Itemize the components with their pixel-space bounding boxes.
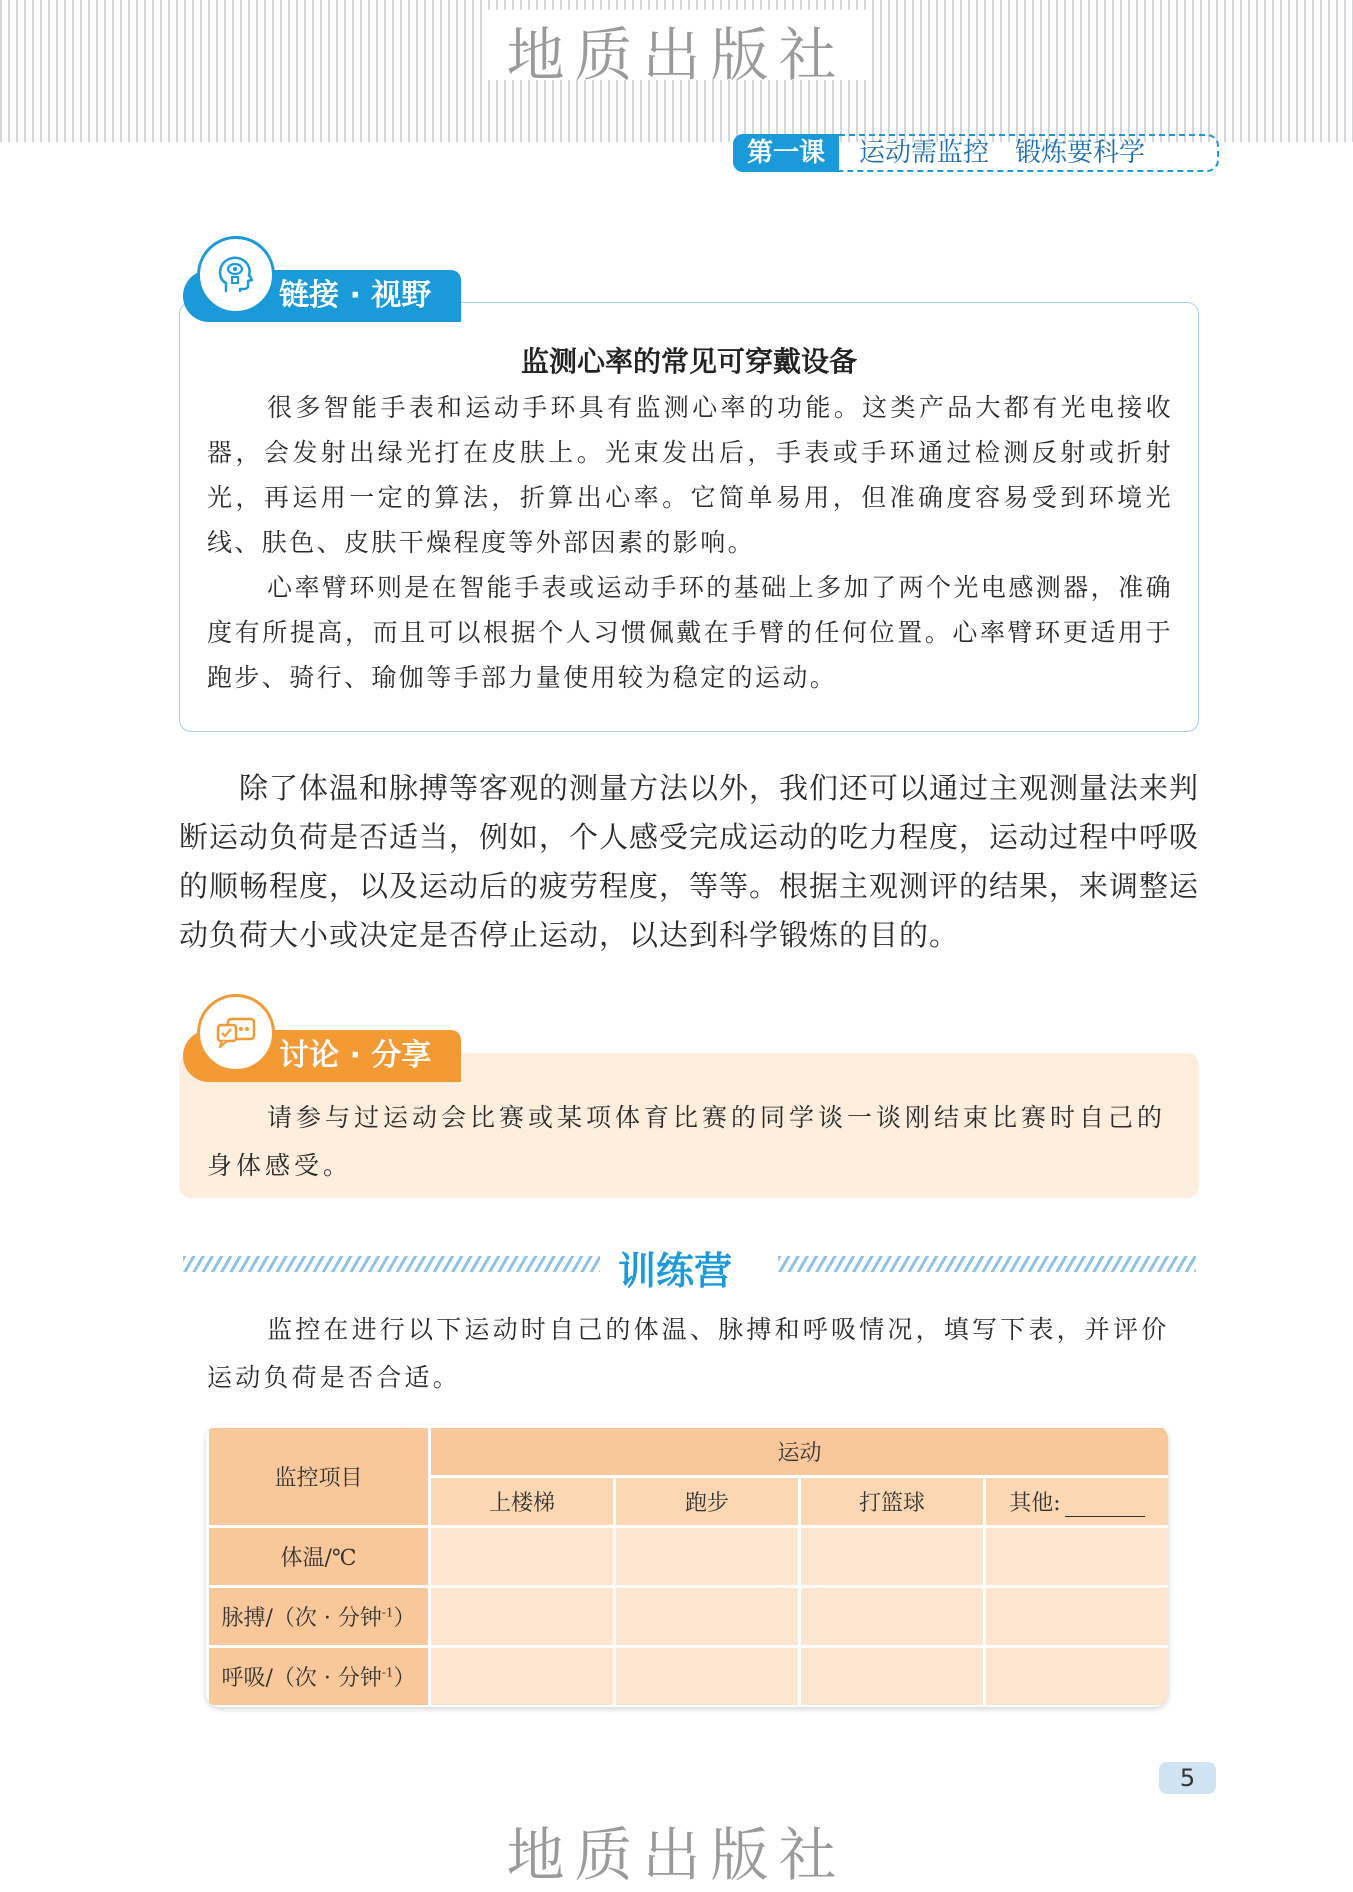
title-decoration-left bbox=[183, 1256, 600, 1272]
table-cell[interactable] bbox=[615, 1647, 800, 1707]
page-number: 5 bbox=[1159, 1762, 1216, 1794]
discuss-text: 请参与过运动会比赛或某项体育比赛的同学谈一谈刚结束比赛时自己的身体感受。 bbox=[207, 1103, 1167, 1180]
training-instruction: 监控在进行以下运动时自己的体温、脉搏和呼吸情况，填写下表，并评价运动负荷是否合适。 bbox=[207, 1315, 1170, 1392]
table-cell[interactable] bbox=[430, 1527, 615, 1587]
table-cell[interactable] bbox=[800, 1647, 985, 1707]
column-header: 上楼梯 bbox=[430, 1477, 615, 1527]
chat-bubble-icon bbox=[197, 994, 275, 1072]
publisher-watermark-bottom: 地质出版社 bbox=[506, 1821, 847, 1889]
table-group-header: 运动 bbox=[430, 1427, 1169, 1477]
lesson-number-tag: 第一课 bbox=[733, 134, 839, 172]
title-decoration-right bbox=[778, 1256, 1196, 1272]
fill-in-blank[interactable] bbox=[1065, 1491, 1145, 1517]
table-cell[interactable] bbox=[800, 1527, 985, 1587]
table-cell[interactable] bbox=[800, 1587, 985, 1647]
training-camp-title: 训练营 bbox=[617, 1249, 732, 1293]
link-box-paragraph: 很多智能手表和运动手环具有监测心率的功能。这类产品大都有光电接收器，会发射出绿光打在皮肤上。光束发出后，手表或手环通过检测反射或折射光，再运用一定的算法，折算出心率。它简单易用，但准确度容易受到环境光线、肤色、皮肤干燥程度等外部因素的影响。 bbox=[207, 393, 1173, 557]
head-eye-icon bbox=[197, 236, 275, 314]
table-cell[interactable] bbox=[985, 1647, 1169, 1707]
row-header: 体温/℃ bbox=[208, 1527, 430, 1587]
column-header: 跑步 bbox=[615, 1477, 800, 1527]
row-header: 呼吸/（次 · 分钟$^{-1}$） bbox=[208, 1647, 430, 1707]
main-paragraph: 除了体温和脉搏等客观的测量方法以外，我们还可以通过主观测量法来判断运动负荷是否适当，例如，个人感受完成运动的吃力程度，运动过程中呼吸的顺畅程度，以及运动后的疲劳程度，等等。根据主观测评的结果，来调整运动负荷大小或决定是否停止运动，以达到科学锻炼的目的。 bbox=[179, 771, 1200, 952]
column-header: 其他: bbox=[1009, 1491, 1061, 1516]
column-header: 打篮球 bbox=[800, 1477, 985, 1527]
discuss-share-label: 讨论 · 分享 bbox=[279, 1038, 432, 1073]
monitoring-table bbox=[206, 1425, 1168, 1707]
table-cell[interactable] bbox=[615, 1587, 800, 1647]
table-cell[interactable] bbox=[985, 1527, 1169, 1587]
table-cell[interactable] bbox=[615, 1527, 800, 1587]
table-cell[interactable] bbox=[430, 1587, 615, 1647]
link-vision-label: 链接 · 视野 bbox=[279, 278, 432, 313]
publisher-watermark-top: 地质出版社 bbox=[506, 21, 847, 89]
table-cell[interactable] bbox=[985, 1587, 1169, 1647]
link-box-title: 监测心率的常见可穿戴设备 bbox=[520, 345, 857, 378]
lesson-title: 运动需监控 锻炼要科学 bbox=[839, 134, 1219, 172]
table-corner-header: 监控项目 bbox=[208, 1427, 430, 1527]
link-box-paragraph: 心率臂环则是在智能手表或运动手环的基础上多加了两个光电感测器，准确度有所提高，而且可以根据个人习惯佩戴在手臂的任何位置。心率臂环更适用于跑步、骑行、瑜伽等手部力量使用较为稳定的运动。 bbox=[207, 573, 1173, 692]
table-cell[interactable] bbox=[430, 1647, 615, 1707]
column-header-other bbox=[985, 1477, 1169, 1527]
row-header: 脉搏/（次 · 分钟$^{-1}$） bbox=[208, 1587, 430, 1647]
